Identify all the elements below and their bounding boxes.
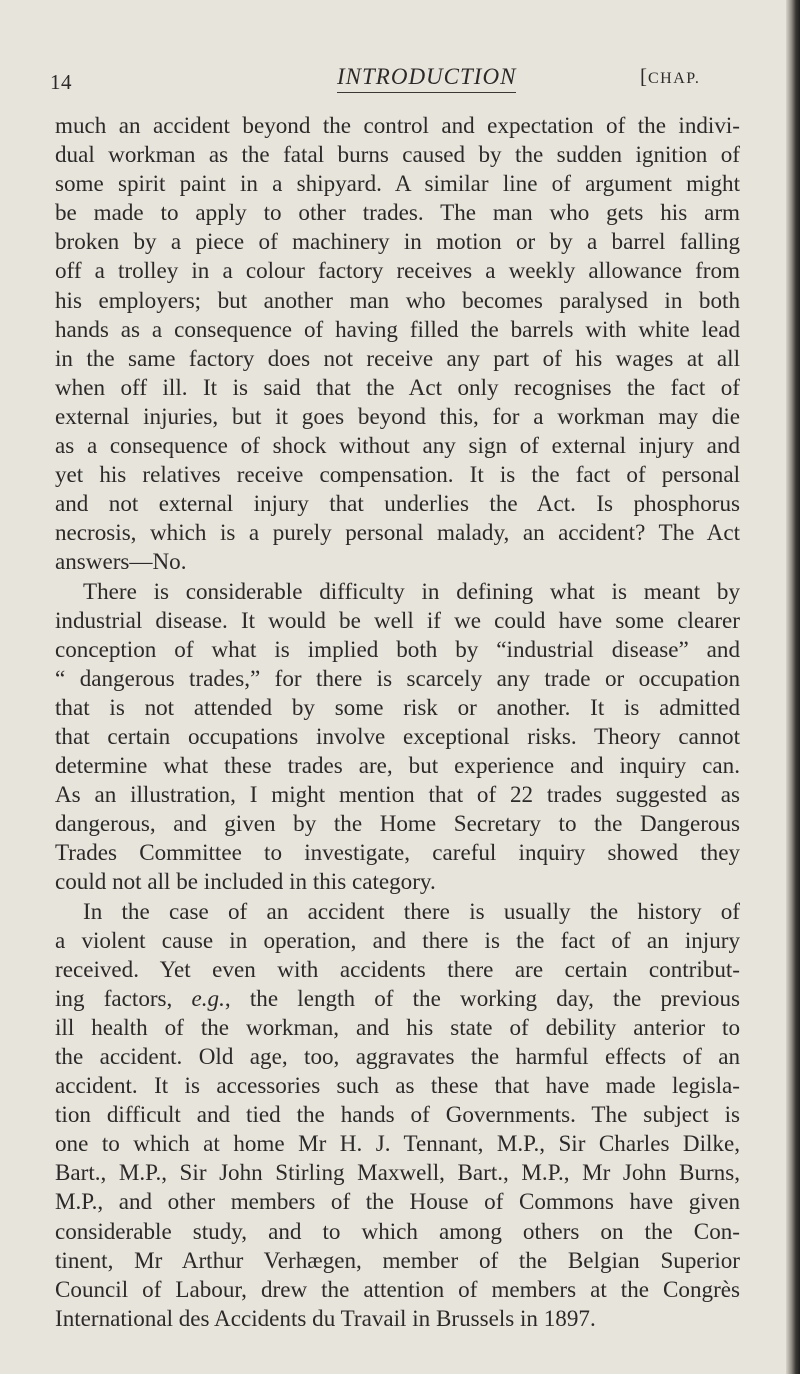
running-title: INTRODUCTION	[337, 64, 517, 89]
chapter-bracket: [	[640, 64, 648, 88]
text-line: be made to apply to other trades. The man who gets his arm	[55, 199, 740, 226]
text-line: dangerous, and given by the Home Secretary to the Dangerous	[55, 810, 740, 837]
text-line: the accident. Old age, too, aggravates the harmful effects of an	[55, 1043, 740, 1069]
text-line: received. Yet even with accidents there are certain contribut-	[55, 955, 740, 982]
text-line: hands as a consequence of having filled the barrels with white lead	[55, 315, 740, 342]
text-line: in the same factory does not receive any part of his wages at all	[55, 344, 740, 371]
text-line: Bart., M.P., Sir John Stirling Maxwell, Bart., M.P., Mr John Burns,	[55, 1159, 740, 1186]
text-line: Council of Labour, drew the attention of members at the Congrès	[55, 1275, 740, 1302]
text-line: off a trolley in a colour factory receives a weekly allowance from	[55, 257, 740, 284]
page-edge-shadow	[786, 0, 800, 1374]
text-line: a violent cause in operation, and there is the fact of an injury	[55, 926, 740, 953]
text-line: There is considerable difficulty in defining what is meant by	[83, 577, 740, 604]
text-line: dual workman as the fatal burns caused by the sudden ignition of	[55, 141, 740, 168]
text-line: answers—No.	[55, 548, 187, 575]
running-header	[50, 64, 740, 104]
text-line: could not all be included in this category.	[55, 868, 436, 895]
text-span: , the length of the working day, the previous	[224, 984, 740, 1011]
text-line: one to which at home Mr H. J. Tennant, M.P., Sir Charles Dilke,	[55, 1130, 740, 1157]
text-line: when off ill. It is said that the Act only recognises the fact of	[55, 373, 740, 400]
text-line: necrosis, which is a purely personal malady, an accident? The Act	[55, 519, 740, 546]
text-span: ing factors,	[55, 984, 173, 1011]
text-line: that certain occupations involve exceptional risks. Theory cannot	[55, 722, 740, 749]
text-line: ill health of the workman, and his state of debility anterior to	[55, 1013, 740, 1040]
text-line: conception of what is implied both by “industrial disease” and	[55, 635, 740, 662]
text-line: M.P., and other members of the House of Commons have given	[55, 1188, 740, 1215]
text-line: Trades Committee to investigate, careful inquiry showed they	[55, 839, 740, 866]
text-line: As an illustration, I might mention that of 22 trades suggested as	[55, 781, 740, 808]
text-line: In the case of an accident there is usually the history of	[83, 897, 740, 924]
text-line: his employers; but another man who becomes paralysed in both	[55, 286, 740, 313]
text-line: “ dangerous trades,” for there is scarcely any trade or occupation	[55, 664, 740, 691]
body-text	[55, 111, 740, 1333]
page-number: 14	[50, 70, 72, 94]
text-line: tion difficult and tied the hands of Governments. The subject is	[55, 1101, 740, 1128]
text-line: as a consequence of shock without any sign of external injury and	[55, 432, 740, 459]
text-line: and not external injury that underlies the Act. Is phosphorus	[55, 490, 740, 517]
text-line: external injuries, but it goes beyond this, for a workman may die	[55, 402, 740, 429]
text-line: industrial disease. It would be well if we could have some clearer	[55, 606, 740, 633]
text-line: that is not attended by some risk or another. It is admitted	[55, 693, 740, 720]
text-line: some spirit paint in a shipyard. A similar line of argument might	[55, 170, 740, 197]
text-line: much an accident beyond the control and expectation of the indivi-	[55, 112, 740, 138]
text-line: yet his relatives receive compensation. It is the fact of personal	[55, 461, 740, 488]
italic-abbreviation: e.g.	[191, 984, 225, 1011]
text-line: considerable study, and to which among others on the Con-	[55, 1217, 740, 1244]
text-line: tinent, Mr Arthur Verhægen, member of the Belgian Superior	[55, 1246, 740, 1273]
text-line	[55, 984, 740, 1013]
text-line: determine what these trades are, but experience and inquiry can.	[55, 752, 740, 779]
chapter-tag	[640, 64, 700, 89]
text-line: accident. It is accessories such as these that have made legisla-	[55, 1072, 740, 1099]
text-line: broken by a piece of machinery in motion or by a barrel falling	[55, 228, 740, 255]
chapter-label: CHAP.	[648, 70, 701, 87]
text-line: International des Accidents du Travail in Brussels in 1897.	[55, 1304, 596, 1331]
